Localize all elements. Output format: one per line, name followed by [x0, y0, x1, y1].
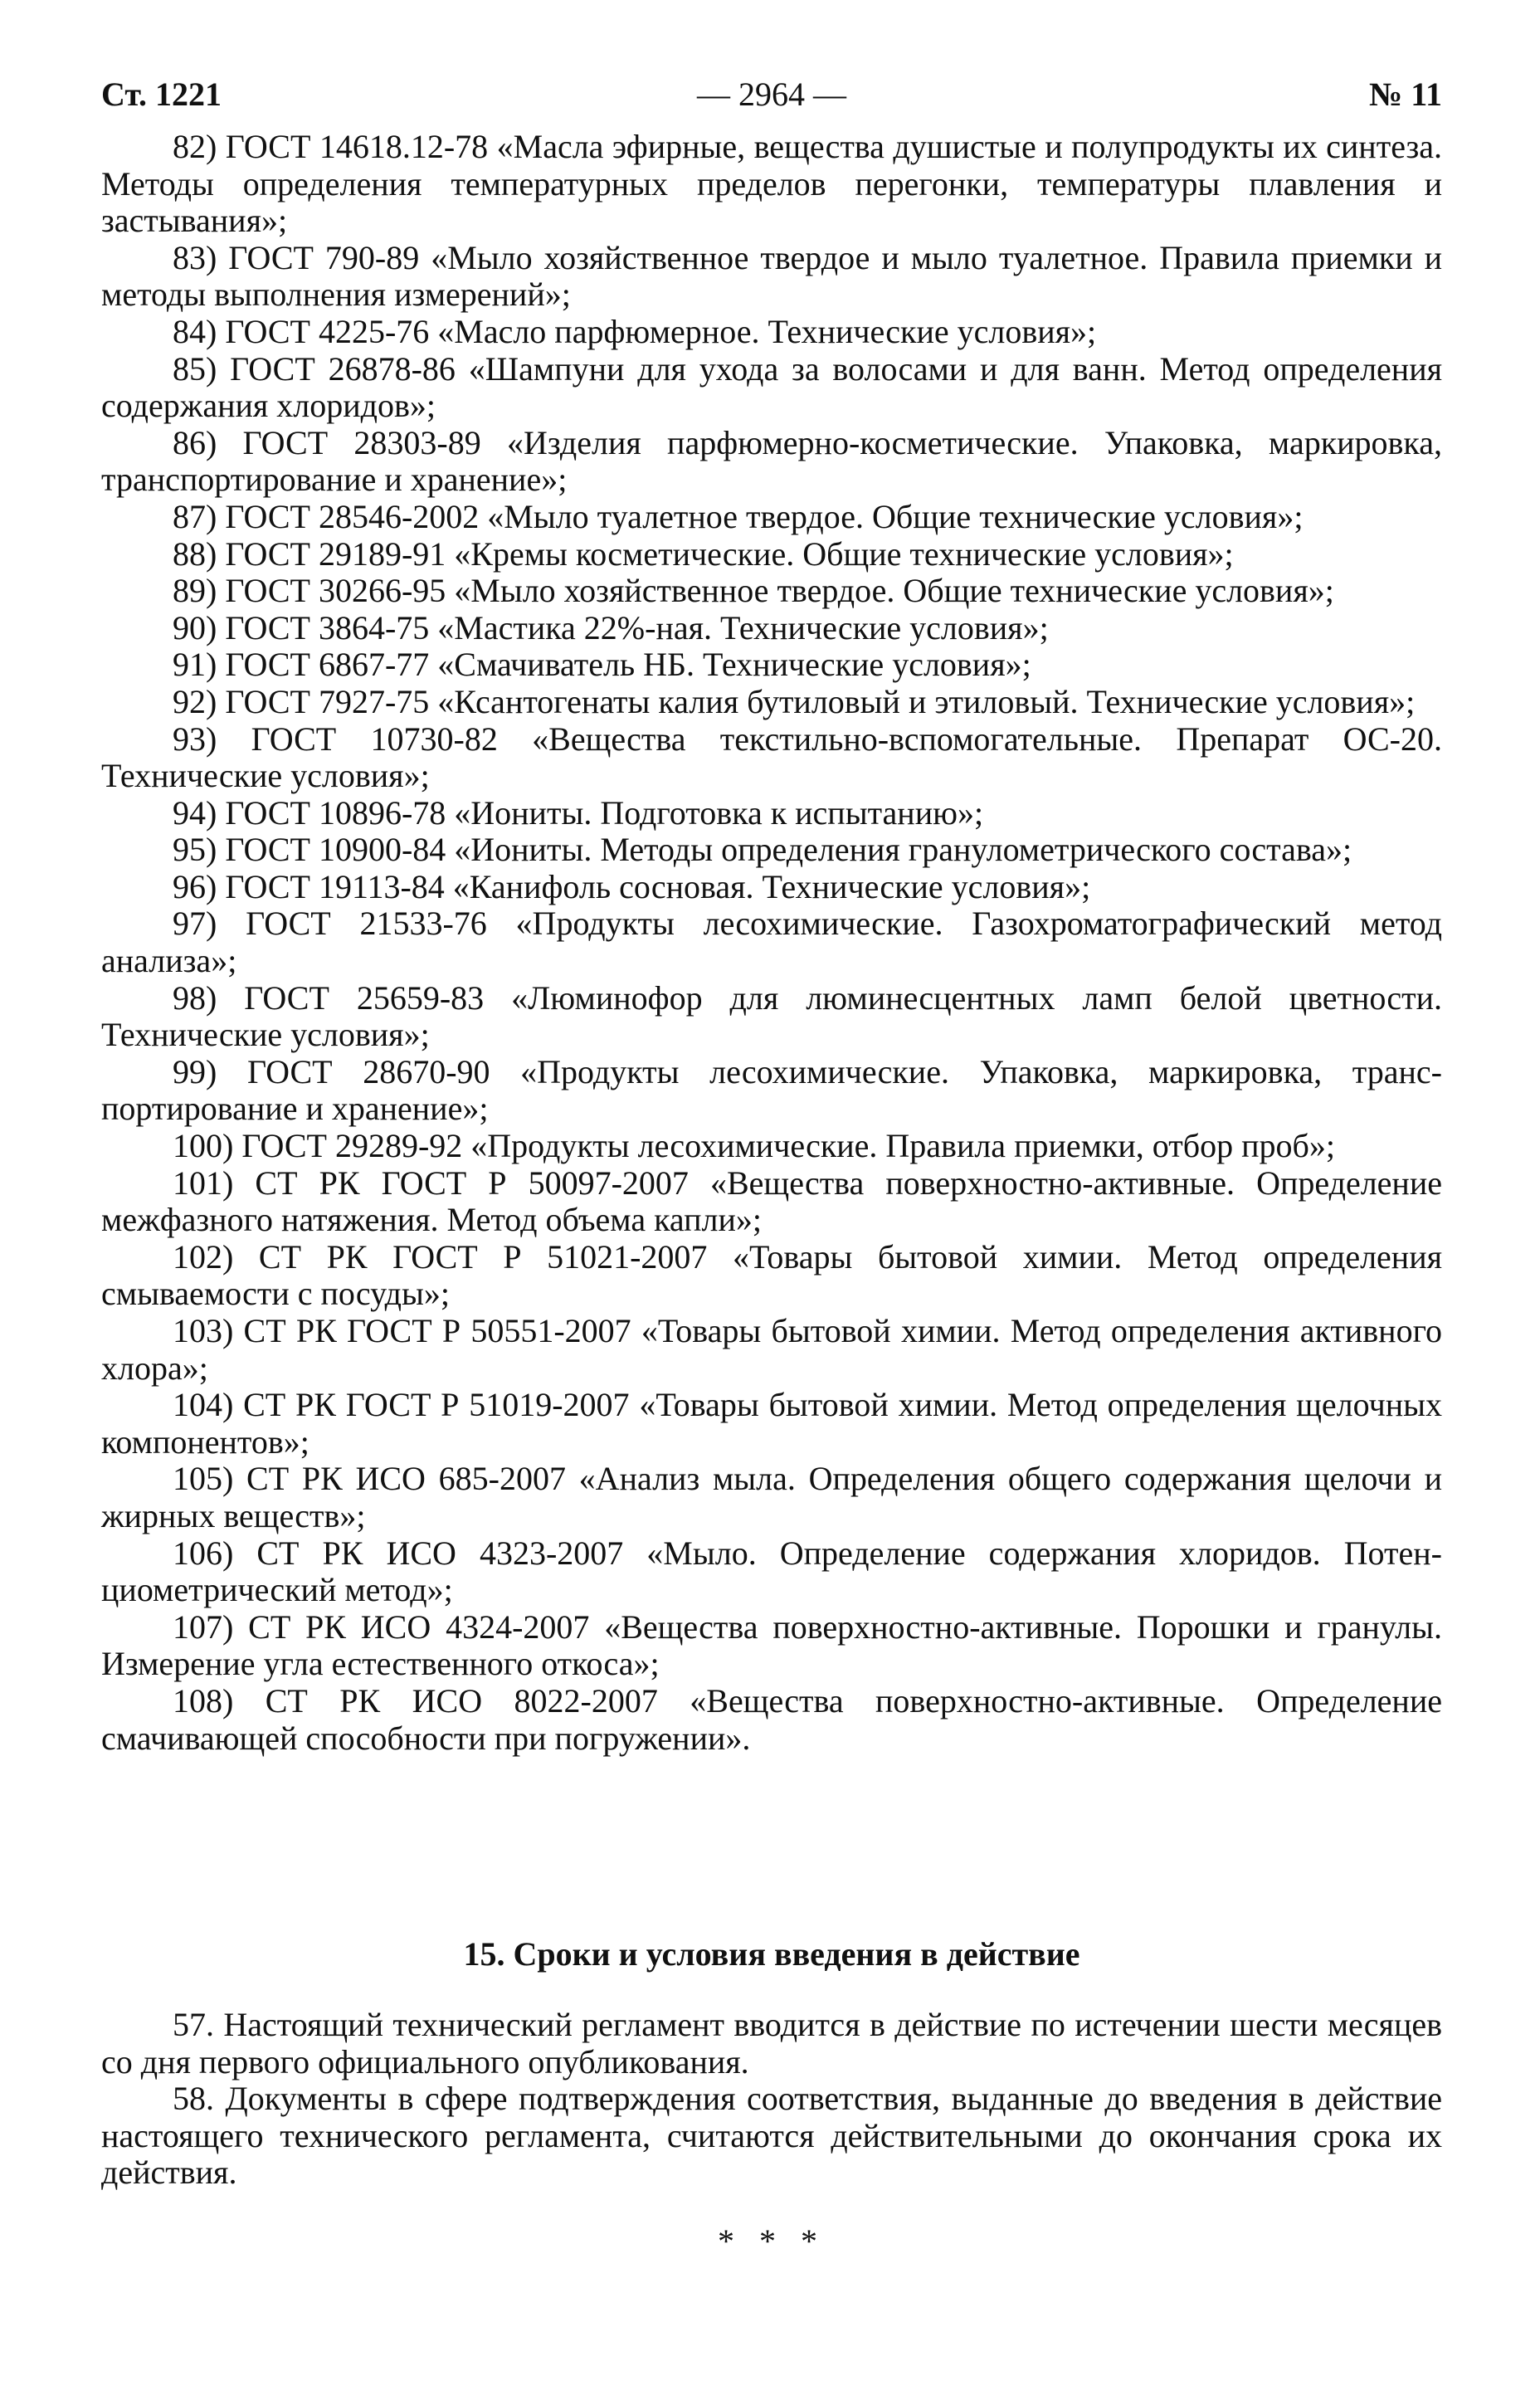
list-item: 95) ГОСТ 10900-84 «Иониты. Методы определения гранулометрического состава»; — [173, 831, 1352, 869]
list-item: 101) СТ РК ГОСТ Р 50097-2007 «Вещества поверхностно-активные. Определение межфазного натяжения. Метод объема капли»; — [101, 1163, 1442, 1239]
section-heading: 15. Сроки и условия введения в действие — [463, 1935, 1080, 1973]
list-item: 102) СТ РК ГОСТ Р 51021-2007 «Товары бытовой химии. Метод определения смываемости с посуды»; — [101, 1237, 1442, 1313]
list-item: 103) СТ РК ГОСТ Р 50551-2007 «Товары бытовой химии. Метод определения активного хлора»; — [101, 1312, 1442, 1387]
article-number: Ст. 1221 — [101, 76, 222, 113]
list-item: 100) ГОСТ 29289-92 «Продукты лесохимические. Правила приемки, отбор проб»; — [173, 1127, 1335, 1165]
list-item: 108) СТ РК ИСО 8022-2007 «Вещества поверхностно-активные. Определение смачивающей способности при погружении». — [101, 1681, 1442, 1757]
list-item: 91) ГОСТ 6867-77 «Смачиватель НБ. Технические условия»; — [173, 646, 1031, 684]
paragraph: 57. Настоящий технический регламент вводится в действие по истечении шести месяцев со дня первого официального опубликования. — [101, 2006, 1442, 2080]
list-item: 99) ГОСТ 28670-90 «Продукты лесохимические. Упаковка, маркировка, транспортирование и хранение»; — [101, 1052, 1442, 1128]
section-body — [101, 2007, 1442, 2192]
list-item: 84) ГОСТ 4225-76 «Масло парфюмерное. Технические условия»; — [173, 312, 1097, 350]
list-item: 94) ГОСТ 10896-78 «Иониты. Подготовка к испытанию»; — [173, 793, 984, 832]
list-item: 93) ГОСТ 10730-82 «Вещества текстильно-вспомогательные. Препарат ОС-20. Технические условия»; — [101, 720, 1442, 795]
list-item: 86) ГОСТ 28303-89 «Изделия парфюмерно-косметические. Упаковка, маркировка, транспортирование и хранение»; — [101, 423, 1442, 499]
list-item: 98) ГОСТ 25659-83 «Люминофор для люминесцентных ламп белой цветности. Технические условия»; — [101, 978, 1442, 1054]
running-head — [101, 73, 1442, 123]
paragraph: 58. Документы в сфере подтверждения соответствия, выданные до введения в действие настоящего технического регламента, считаются действительными до окончания срока их действия. — [101, 2080, 1442, 2192]
list-item: 89) ГОСТ 30266-95 «Мыло хозяйственное твердое. Общие технические условия»; — [173, 572, 1334, 610]
list-item: 106) СТ РК ИСО 4323-2007 «Мыло. Определение содержания хлоридов. Потенциометрический метод»; — [101, 1534, 1442, 1609]
end-mark: * * * — [718, 2222, 826, 2260]
list-item: 83) ГОСТ 790-89 «Мыло хозяйственное твердое и мыло туалетное. Правила приемки и методы выполнения измерений»; — [101, 238, 1442, 314]
list-item: 90) ГОСТ 3864-75 «Мастика 22%-ная. Технические условия»; — [173, 608, 1049, 646]
page-number: — 2964 — — [697, 76, 846, 113]
list-item: 96) ГОСТ 19113-84 «Канифоль сосновая. Технические условия»; — [173, 867, 1091, 905]
list-item: 105) СТ РК ИСО 685-2007 «Анализ мыла. Определения общего содержания щелочи и жирных веществ»; — [101, 1460, 1442, 1534]
list-item: 92) ГОСТ 7927-75 «Ксантогенаты калия бутиловый и этиловый. Технические условия»; — [173, 682, 1416, 720]
issue-number: № 11 — [1369, 76, 1442, 113]
list-item: 97) ГОСТ 21533-76 «Продукты лесохимические. Газохроматографический метод анализа»; — [101, 905, 1442, 980]
list-item: 104) СТ РК ГОСТ Р 51019-2007 «Товары бытовой химии. Метод определения щелочных компонентов»; — [101, 1386, 1442, 1461]
list-item: 88) ГОСТ 29189-91 «Кремы косметические. Общие технические условия»; — [173, 534, 1234, 573]
list-item: 82) ГОСТ 14618.12-78 «Масла эфирные, вещества душистые и полупродукты их синтеза. Методы определения температурных пределов перегонки, температуры плавления и застывания»; — [101, 128, 1442, 240]
list-item: 85) ГОСТ 26878-86 «Шампуни для ухода за волосами и для ванн. Метод определения содержания хлоридов»; — [101, 349, 1442, 425]
list-item: 87) ГОСТ 28546-2002 «Мыло туалетное твердое. Общие технические условия»; — [173, 497, 1304, 535]
list-item: 107) СТ РК ИСО 4324-2007 «Вещества поверхностно-активные. Порошки и гранулы. Измерение угла естественного откоса»; — [101, 1607, 1442, 1683]
standards-list — [101, 129, 1442, 1757]
